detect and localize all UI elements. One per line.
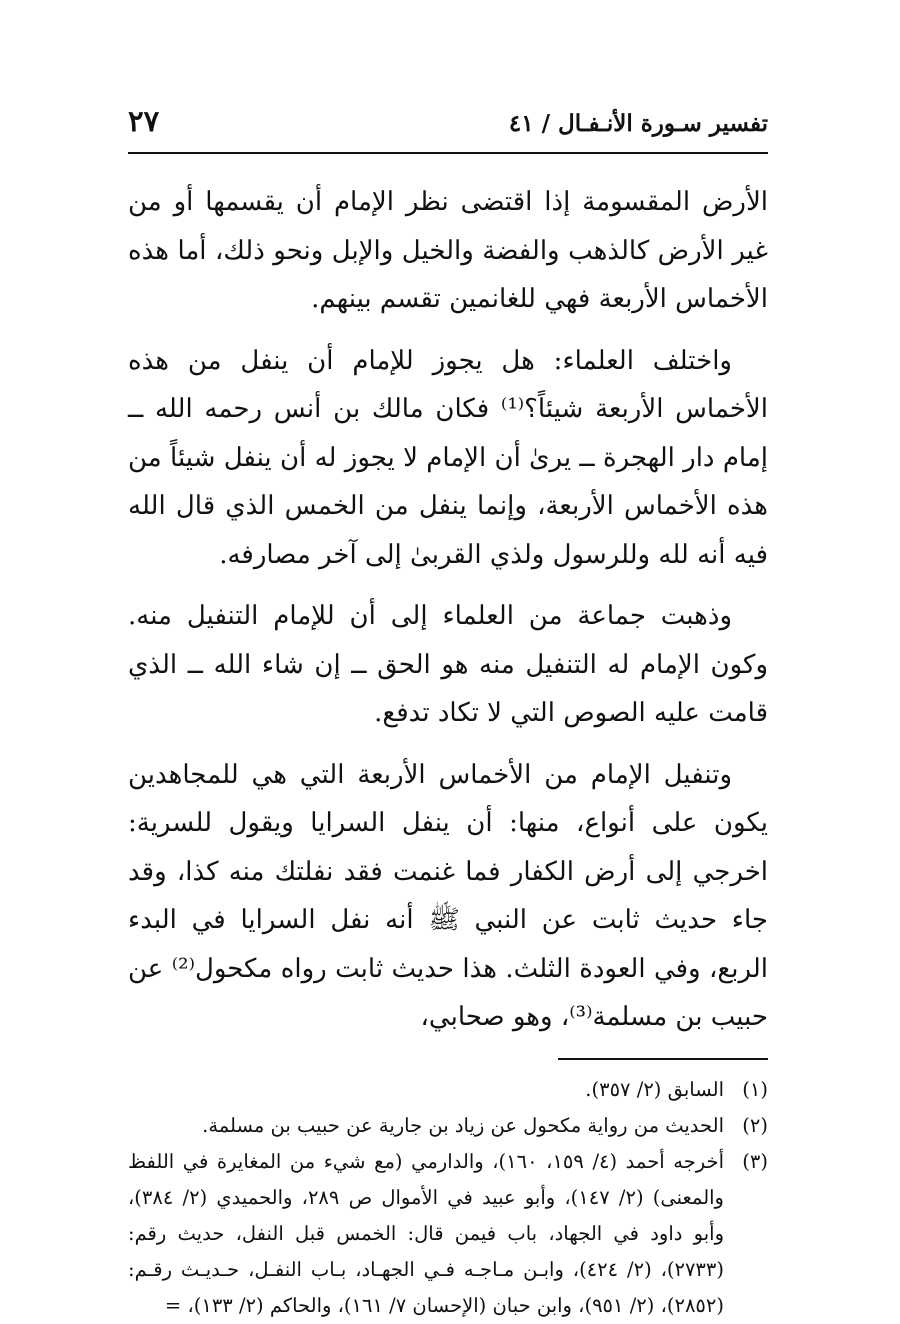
footnote-separator <box>558 1058 768 1060</box>
footnote <box>128 1108 768 1144</box>
paragraph: وتنفيل الإمام من الأخماس الأربعة التي هي للمجاهدين يكون على أنواع، منها: أن ينفل السرايا ويقول للسرية: اخرجي إلى أرض الكفار فما غنمت فقد نفلتك منه كذا، وقد جاء حديث ثابت عن النبي ﷺ أنه نفل السرايا في البدء الربع، وفي العودة الثلث. هذا حديث ثابت رواه مكحول⁽²⁾ عن حبيب بن مسلمة⁽³⁾، وهو صحابي، <box>128 759 768 1032</box>
book-page <box>128 96 768 1324</box>
footnote-number: (٣) <box>742 1149 768 1173</box>
footnote <box>128 1072 768 1108</box>
page-header <box>128 96 768 154</box>
paragraph: الأرض المقسومة إذا اقتضى نظر الإمام أن يقسمها أو من غير الأرض كالذهب والفضة والخيل والإبل ونحو ذلك، أما هذه الأخماس الأربعة فهي للغانمين تقسم بينهم. <box>128 187 768 314</box>
footnote-text: أخرجه أحمد (٤/ ١٥٩، ١٦٠)، والدارمي (مع شيء من المغايرة في اللفظ والمعنى) (٢/ ١٤٧)، وأبو عبيد في الأموال ص ٢٨٩، والحميدي (٢/ ٣٨٤)، وأبو داود في الجهاد، باب فيمن قال: الخمس قبل النفل، حديث رقم: (٢٧٣٣)، (٢/ ٤٢٤)، وابـن مـاجـه فـي الجهـاد، بـاب النفـل، حـديـث رقـم: (٢٨٥٢)، (٢/ ٩٥١)، وابن حبان (الإحسان ٧/ ١٦١)، والحاكم (٢/ ١٣٣)، = <box>128 1149 724 1317</box>
footnotes <box>128 1072 768 1324</box>
footnote-number: (١) <box>742 1077 768 1101</box>
footnote-text: الحديث من رواية مكحول عن زياد بن جارية عن حبيب بن مسلمة. <box>202 1113 724 1137</box>
footnote-number: (٢) <box>742 1113 768 1137</box>
running-title: تفسير سـورة الأنـفـال / ٤١ <box>508 110 768 137</box>
page-number: ٢٧ <box>128 104 160 138</box>
footnote-text: السابق (٢/ ٣٥٧). <box>585 1077 724 1101</box>
paragraph: واختلف العلماء: هل يجوز للإمام أن ينفل من هذه الأخماس الأربعة شيئاً؟⁽¹⁾ فكان مالك بن أنس رحمه الله ــ إمام دار الهجرة ــ يرىٰ أن الإمام لا يجوز له أن ينفل شيئاً من هذه الأخماس الأربعة، وإنما ينفل من الخمس الذي قال الله فيه أنه لله وللرسول ولذي القربىٰ إلى آخر مصارفه. <box>128 345 768 570</box>
footnote <box>128 1144 768 1324</box>
main-text <box>128 178 768 1042</box>
paragraph: وذهبت جماعة من العلماء إلى أن للإمام التنفيل منه. وكون الإمام له التنفيل منه هو الحق ــ إن شاء الله ــ الذي قامت عليه الصوص التي لا تكاد تدفع. <box>128 601 768 728</box>
